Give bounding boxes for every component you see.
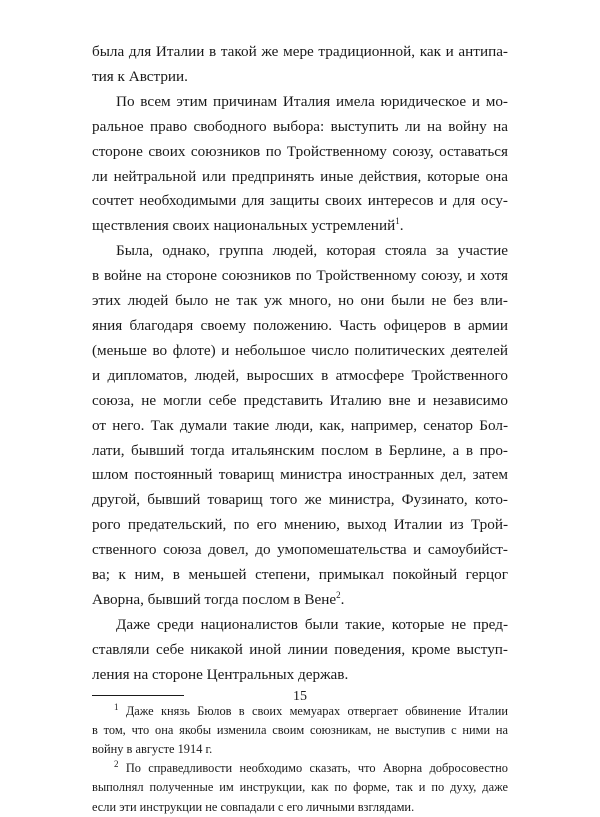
text-line: Аворна, бывший тогда послом в Вене <box>92 590 337 608</box>
page-number: 15 <box>293 689 307 704</box>
text-line: и дипломатов, людей, выросших в атмосфере Тройственного <box>92 366 508 384</box>
footnote-text: Даже князь Бюлов в своих мемуарах отвергает обвинение Италии <box>118 703 508 718</box>
text-line: ва; к ним, в меньшей степени, примыкал покойный герцог <box>92 566 508 584</box>
text-line: в войне на стороне союзников по Тройственному союзу, и хотя <box>92 267 508 285</box>
text-line: ральное право свободного выбора: выступить ли на войну на <box>92 117 508 135</box>
footnote-1 <box>92 702 508 760</box>
text-line: была для Италии в такой же мере традиционной, как и антипа- <box>92 43 508 60</box>
text-line: ления на стороне Центральных держав. <box>92 665 349 683</box>
footnote-line: если эти инструкции не совпадали с его личными взглядами. <box>92 799 415 814</box>
text-line-with-note <box>92 588 508 613</box>
text-tail: . <box>340 590 345 608</box>
footnote-line: войну в августе 1914 г. <box>92 741 213 756</box>
text-line-with-note: ществления своих национальных устремлений$^1$. <box>92 216 404 235</box>
text-line: ществления своих национальных устремлений <box>92 217 396 235</box>
footnote-marker: 1 <box>114 701 119 712</box>
footnote-ref[interactable]: 2 <box>336 589 341 600</box>
paragraph-3 <box>92 239 508 613</box>
text-line: этих людей было не так уж много, но они были не без вли- <box>92 292 508 310</box>
paragraph-1 <box>92 40 508 90</box>
text-line: (меньше во флоте) и небольшое число политических деятелей <box>92 341 508 359</box>
text-line: шлом постоянный товарищ министра иностранных дел, затем <box>92 466 508 484</box>
footnote-2 <box>92 759 508 817</box>
text-line: рого предательский, по его мнению, выход Италии из Трой- <box>92 516 508 534</box>
text-line: По всем этим причинам Италия имела юридическое и мо- <box>116 92 508 110</box>
footnote-line: выполнял полученные им инструкции, как по форме, так и по духу, даже <box>92 780 508 795</box>
paragraph-2 <box>92 90 508 239</box>
paragraph-4 <box>92 613 508 688</box>
text-line: яния благодаря своему положению. Часть офицеров в армии <box>92 316 508 334</box>
text-line: от него. Так думали такие люди, как, например, сенатор Бол- <box>92 416 508 434</box>
text-line: стороне своих союзников по Тройственному союзу, оставаться <box>92 142 508 160</box>
text-line: сочтет необходимыми для защиты своих интересов и для осу- <box>92 192 508 210</box>
text-line: ственного союза довел, до умопомешательства и самоубийст- <box>92 541 508 559</box>
text-line: Была, однако, группа людей, которая стояла за участие <box>116 242 508 260</box>
text-line: другой, бывший товарищ того же министра, Фузинато, кото- <box>92 491 508 509</box>
text-line: ставляли себе никакой иной линии поведения, кроме выступ- <box>92 640 508 658</box>
text-line: ли нейтральной или предпринять иные действия, которые она <box>92 167 508 185</box>
text-line: Даже среди националистов были такие, которые не пред- <box>116 615 508 633</box>
footnote-ref[interactable]: 1 <box>395 216 400 227</box>
text-line: лати, бывший тогда итальянским послом в Берлине, а в про- <box>92 441 508 459</box>
text-line: союза, не могли себе представить Италию вне и независимо <box>92 391 508 409</box>
footnote-marker: 2 <box>114 759 119 770</box>
footnote-line: в том, что она якобы изменила своим союзникам, не выступив с ними на <box>92 722 508 737</box>
footnote-line <box>92 759 508 778</box>
footnote-text: По справедливости необходимо сказать, что Аворна добросовестно <box>118 761 508 776</box>
text-line: тия к Австрии. <box>92 67 188 85</box>
